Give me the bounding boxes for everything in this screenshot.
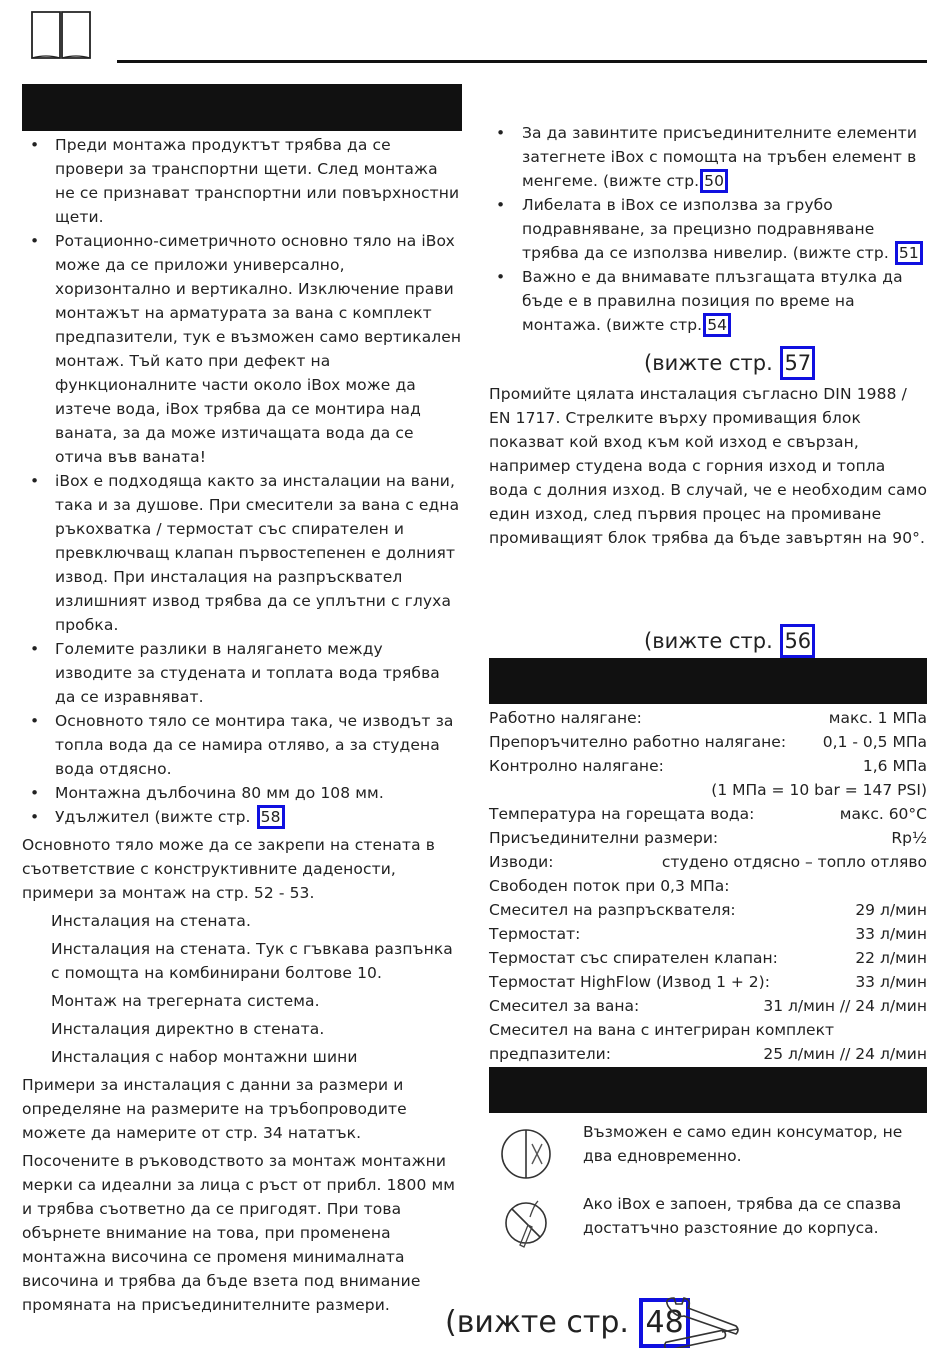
list-item: • Важно е да внимавате плъзгащата втулка да бъде е в правилна позиция по време на монтажа. (вижте стр. 54 [489, 265, 929, 337]
right-column-top [489, 121, 929, 337]
tools-icon [662, 1296, 742, 1348]
page-ref-link[interactable]: 50 [700, 169, 728, 193]
section-bar-notes [489, 1067, 927, 1113]
manual-book-icon [30, 8, 92, 60]
list-item: • Монтажна дълбочина 80 мм до 108 мм. [22, 781, 462, 805]
install-option: Инсталация с набор монтажни шини [51, 1048, 358, 1066]
spec-row: Смесител на вана с интегриран комплект [489, 1021, 834, 1039]
page-ref-link[interactable]: 48 [639, 1298, 689, 1348]
install-options [22, 909, 462, 1069]
page-ref-link[interactable]: 56 [780, 624, 815, 658]
spec-row: Термостат със спирателен клапан: 22 л/мин [489, 949, 927, 967]
list-item: • Ротационно-симетричното основно тяло на iBox може да се приложи универсално, хоризонтално и вертикално. Изключение прави монтажът на арматурата за вана с комплект предпазители, тук е възможен само вертикален монтаж. Тъй като при дефект на функционалните части около iBox може да изтече вода, iBox трябва да се монтира над ваната, за да може изтичащата вода да се отича във ваната! [22, 229, 462, 469]
list-item: • Големите разлики в налягането между изводите за студената и топлата вода трябва да се изравняват. [22, 637, 462, 709]
installation-notes-list [22, 133, 462, 829]
extension-text: Удължител (вижте стр. [55, 808, 251, 826]
page-ref-link[interactable]: 57 [780, 346, 815, 380]
list-item-extension [22, 805, 462, 829]
spec-row: Контролно налягане: 1,6 МПа [489, 757, 927, 775]
page-ref-link[interactable]: 54 [703, 313, 731, 337]
list-item: • Основното тяло се монтира така, че изводът за топла вода да се намира отляво, а за студена вода отдясно. [22, 709, 462, 781]
note-soldered: Ако iBox е запоен, трябва да се спазва достатъчно разстояние до корпуса. [583, 1195, 902, 1237]
section-bar-technical-data [489, 658, 927, 704]
technical-data-table [489, 706, 927, 1066]
flushing-paragraph: Промийте цялата инсталация съгласно DIN 1988 / EN 1717. Стрелките върху промиващия блок показват кой вход към кой изход е свързан, например студена вода с горния изход и топла вода с долния изход. В случай, че е необходим само един изход, след първия процес на промиване промиващият блок трябва да бъде завъртян на 90°. [489, 385, 928, 547]
list-item: • За да завинтите присъединителните елементи затегнете iBox с помощта на тръбен елемент в менгеме. (вижте стр. 50 [489, 121, 929, 193]
header-rule [117, 60, 927, 63]
single-consumer-icon [498, 1126, 554, 1182]
measures-paragraph: Посочените в ръководството за монтаж монтажни мерки са идеални за лица с ръст от прибл. 1800 мм и трябва съответно да се пригодят. При това обърнете внимание на това, при променена монтажна височина се променя минималната височина и трябва да бъде взета под внимание промяната на присъединителните размери. [22, 1152, 456, 1314]
spec-row: предпазители: 25 л/мин // 24 л/мин [489, 1045, 927, 1063]
spec-row: Работно налягане: макс. 1 МПа [489, 709, 927, 727]
spec-row: Термостат: 33 л/мин [489, 925, 927, 943]
page-ref-link[interactable]: 58 [257, 805, 285, 829]
list-item: • Преди монтажа продуктът трябва да се провери за транспортни щети. След монтажа не се признават транспортни или повърхностни щети. [22, 133, 462, 229]
list-item: • iBox е подходяща както за инсталации на вани, така и за душове. При смесители за вана с една ръкохватка / термостат със спирателен и превключващ клапан първостепенен е долният извод. При инсталация на разпръсквател излишният извод трябва да се уплътни с глуха пробка. [22, 469, 462, 637]
spec-row: Свободен поток при 0,3 МПа: [489, 877, 730, 895]
spec-row: (1 МПа = 10 bar = 147 PSI) [711, 781, 927, 799]
mounting-tips-list [489, 121, 929, 337]
page-ref-57: (вижте стр. 57 [644, 346, 815, 380]
install-option: Монтаж на трегерната система. [51, 992, 320, 1010]
list-item: • Либелата в iBox се използва за грубо подравняване, за прецизно подравняване трябва да се използва нивелир. (вижте стр. 51 [489, 193, 929, 265]
install-option: Инсталация на стената. Тук с гъвкава разпънка с помощта на комбинирани болтове 10. [51, 940, 453, 982]
left-column [22, 133, 462, 1317]
examples-paragraph: Примери за инсталация с данни за размери и определяне на размерите на тръбопроводите можете да намерите от стр. 34 нататък. [22, 1076, 407, 1142]
install-option: Инсталация на стената. [51, 912, 251, 930]
no-tiling-icon [498, 1194, 554, 1252]
page-ref-link[interactable]: 51 [895, 241, 923, 265]
spec-row: Изводи: студено отдясно – топло отляво [489, 853, 927, 871]
spec-row: Препоръчително работно налягане: 0,1 - 0,5 МПа [489, 733, 927, 751]
spec-row: Смесител на разпръсквателя: 29 л/мин [489, 901, 927, 919]
section-bar-installation [22, 84, 462, 131]
spec-row: Термостат HighFlow (Извод 1 + 2): 33 л/мин [489, 973, 927, 991]
install-option: Инсталация директно в стената. [51, 1020, 325, 1038]
page-ref-48: (вижте стр. 48 [445, 1298, 690, 1348]
spec-row: Смесител за вана: 31 л/мин // 24 л/мин [489, 997, 927, 1015]
spec-row: Присъединителни размери: Rp½ [489, 829, 927, 847]
page-ref-56: (вижте стр. 56 [644, 624, 815, 658]
spec-row: Температура на горещата вода: макс. 60°C [489, 805, 927, 823]
note-single-consumer: Възможен е само един консуматор, не два едновременно. [583, 1123, 903, 1165]
mounting-paragraph: Основното тяло може да се закрепи на стената в съответствие с конструктивните дадености, примери за монтаж на стр. 52 - 53. [22, 836, 436, 902]
